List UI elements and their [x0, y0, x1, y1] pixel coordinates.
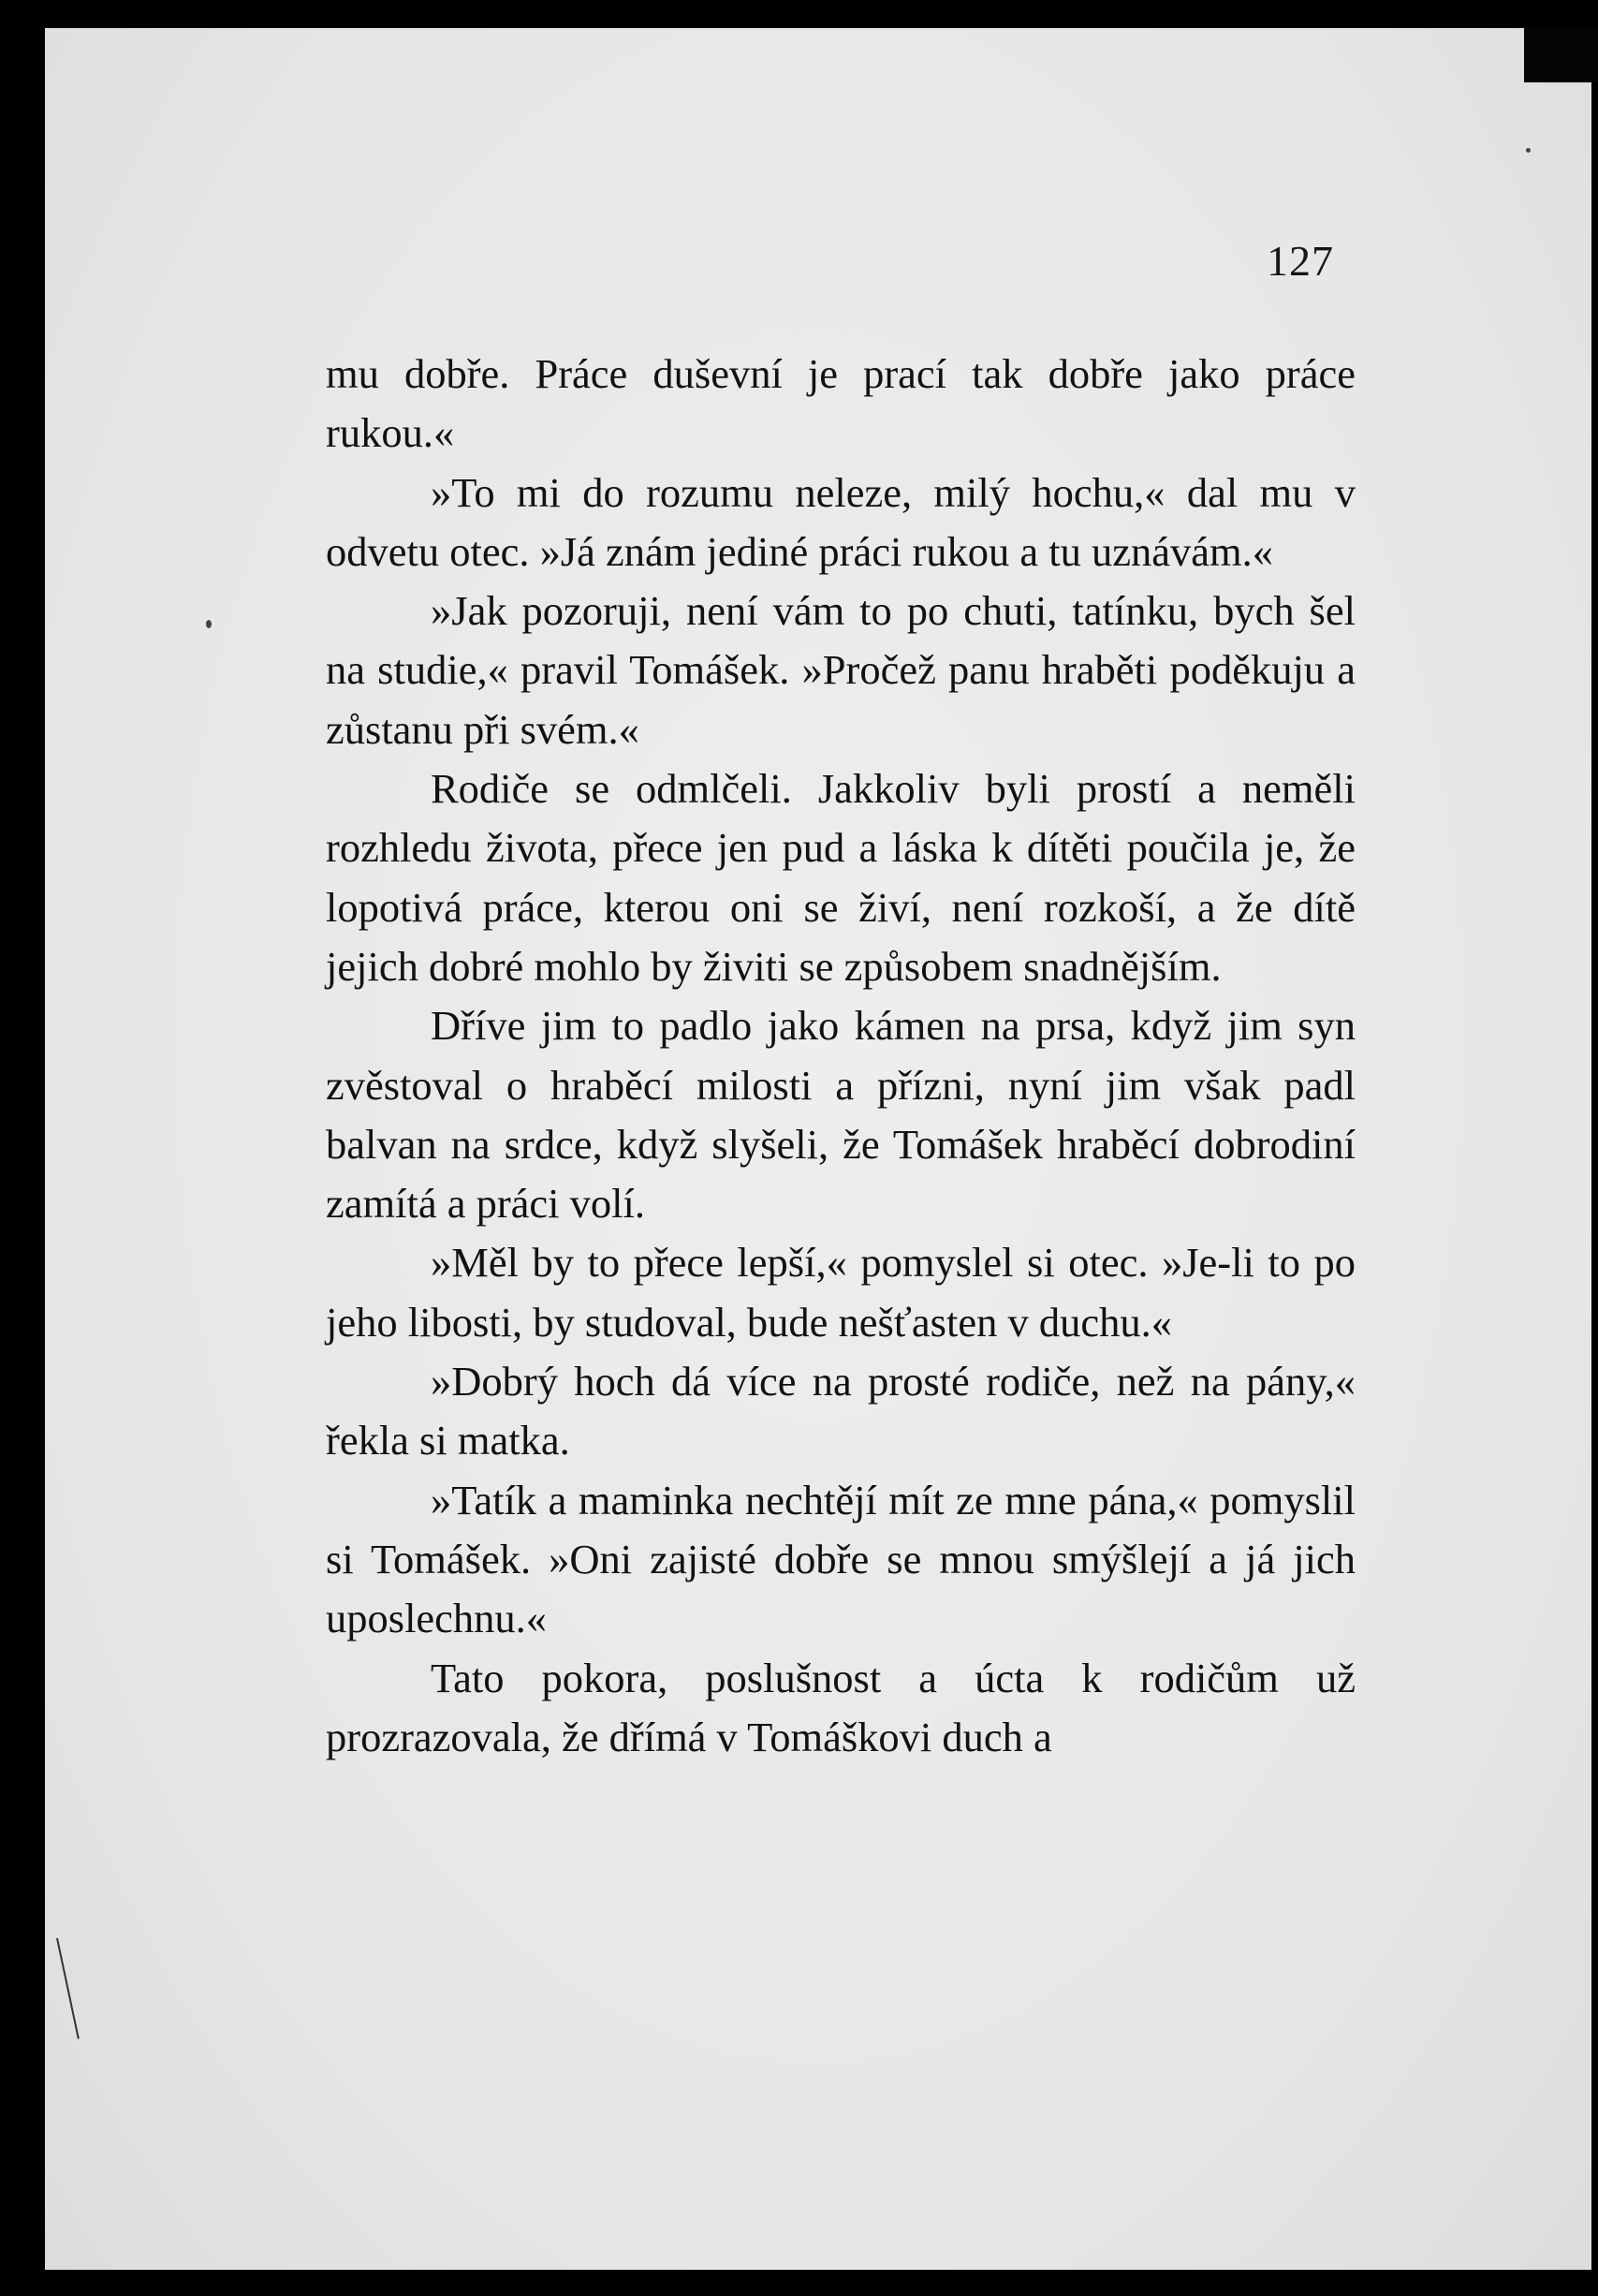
paragraph-4: Rodiče se odmlčeli. Jakkoliv byli prostí a neměli rozhledu života, přece jen pud a láska k dítěti poučila je, že lopotivá práce, kterou oni se živí, není rozkoší, a že dítě jejich dobré mohlo by živiti se způsobem snadnějším. — [326, 765, 1356, 990]
paragraph-6: »Měl by to přece lepší,« pomyslel si otec. »Je-li to po jeho libosti, by studoval, bude nešťasten v duchu.« — [326, 1239, 1356, 1346]
dust-speck — [206, 620, 212, 628]
body-text — [326, 345, 1356, 1767]
page-number: 127 — [1267, 237, 1334, 285]
paragraph-7: »Dobrý hoch dá více na prosté rodiče, než na pány,« řekla si matka. — [326, 1358, 1356, 1464]
paragraph-1: mu dobře. Práce duševní je prací tak dobře jako práce rukou.« — [326, 350, 1356, 457]
paragraph-2: »To mi do rozumu neleze, milý hochu,« dal mu v odvetu otec. »Já znám jediné práci rukou a tu uznávám.« — [326, 468, 1356, 575]
paragraph-3: »Jak pozoruji, není vám to po chuti, tatínku, bych šel na studie,« pravil Tomášek. »Pročež panu hraběti poděkuju a zůstanu při svém.« — [326, 587, 1356, 753]
paragraph-9: Tato pokora, poslušnost a úcta k rodičům už prozrazovala, že dřímá v Tomáškovi duch a — [326, 1654, 1356, 1760]
paragraph-5: Dříve jim to padlo jako kámen na prsa, když jim syn zvěstoval o hraběcí milosti a přízni, nyní jim však padl balvan na srdce, když slyšeli, že Tomášek hraběcí dobrodiní zamítá a práci volí. — [326, 1002, 1356, 1228]
book-page — [45, 28, 1591, 2270]
paper-scratch — [56, 1938, 80, 2039]
dust-speck — [1526, 148, 1531, 153]
paragraph-8: »Tatík a maminka nechtějí mít ze mne pána,« pomyslil si Tomášek. »Oni zajisté dobře se mnou smýšlejí a já jich uposlechnu.« — [326, 1476, 1356, 1642]
scan-edge-shadow — [1524, 28, 1598, 82]
